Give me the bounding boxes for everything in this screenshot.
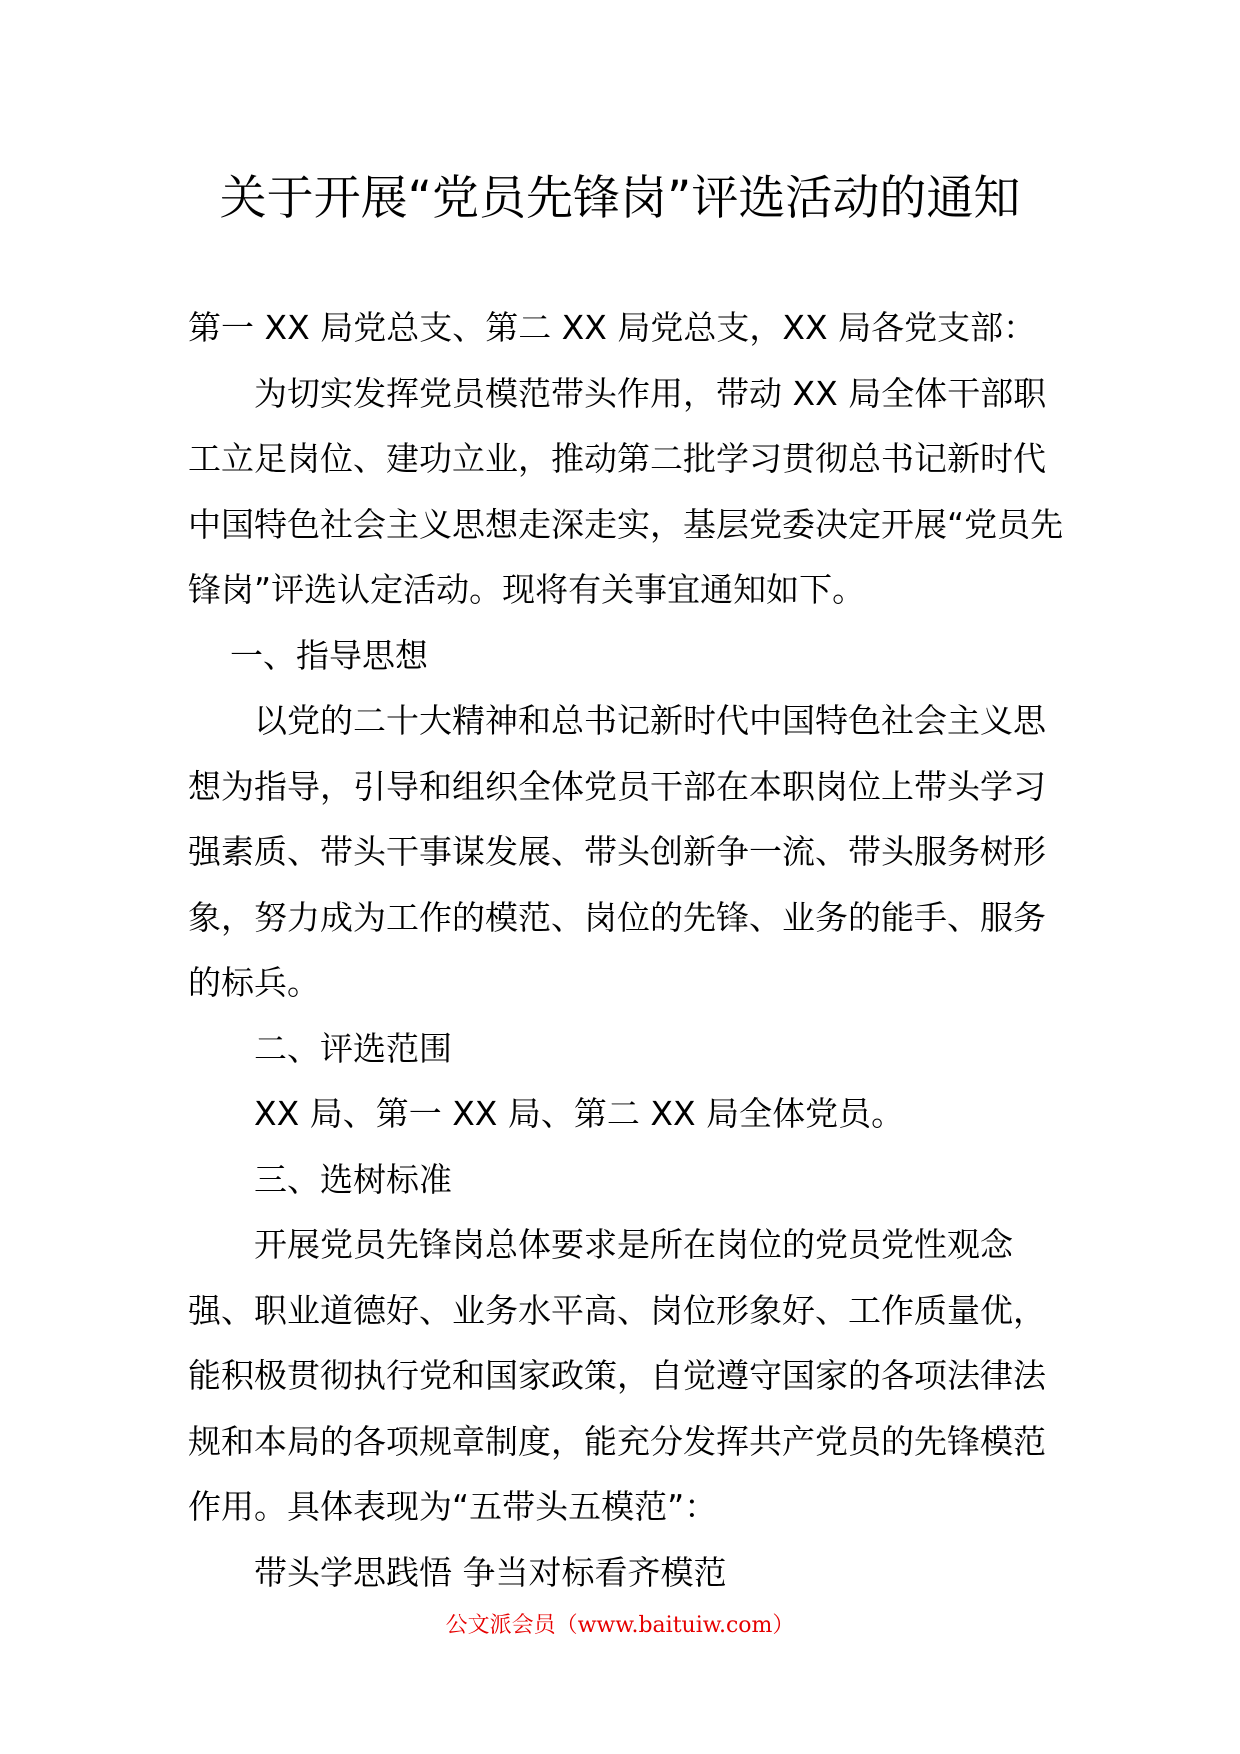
intro-paragraph: 为切实发挥党员模范带头作用，带动 XX 局全体干部职工立足岗位、建功立业，推动第二批学习贯彻总书记新时代中国特色社会主义思想走深走实，基层党委决定开展“党员先锋岗”评选认定活动。现将有关事宜通知如下。: [188, 373, 1064, 609]
section-heading-3: 三、选树标准: [254, 1159, 452, 1199]
document-title: 关于开展“党员先锋岗”评选活动的通知: [219, 171, 1021, 226]
document-body: [188, 295, 1068, 1605]
section-heading-1: 一、指导思想: [230, 635, 428, 675]
recipient-line: 第一 XX 局党总支、第二 XX 局党总支，XX 局各党支部：: [188, 308, 1037, 347]
section-heading-2: 二、评选范围: [254, 1028, 452, 1068]
sub-item: 带头学思践悟 争当对标看齐模范: [254, 1552, 727, 1592]
section-body-3: 开展党员先锋岗总体要求是所在岗位的党员党性观念强、职业道德好、业务水平高、岗位形象好、工作质量优，能积极贯彻执行党和国家政策，自觉遵守国家的各项法律法规和本局的各项规章制度，能充分发挥共产党员的先锋模范作用。具体表现为“五带头五模范”：: [188, 1225, 1046, 1526]
section-body-1: 以党的二十大精神和总书记新时代中国特色社会主义思想为指导，引导和组织全体党员干部在本职岗位上带头学习强素质、带头干事谋发展、带头创新争一流、带头服务树形象，努力成为工作的模范、岗位的先锋、业务的能手、服务的标兵。: [188, 701, 1046, 1002]
footer-watermark: 公文派会员（www.baituiw.com）: [445, 1613, 795, 1638]
section-body-2: XX 局、第一 XX 局、第二 XX 局全体党员。: [254, 1094, 905, 1133]
